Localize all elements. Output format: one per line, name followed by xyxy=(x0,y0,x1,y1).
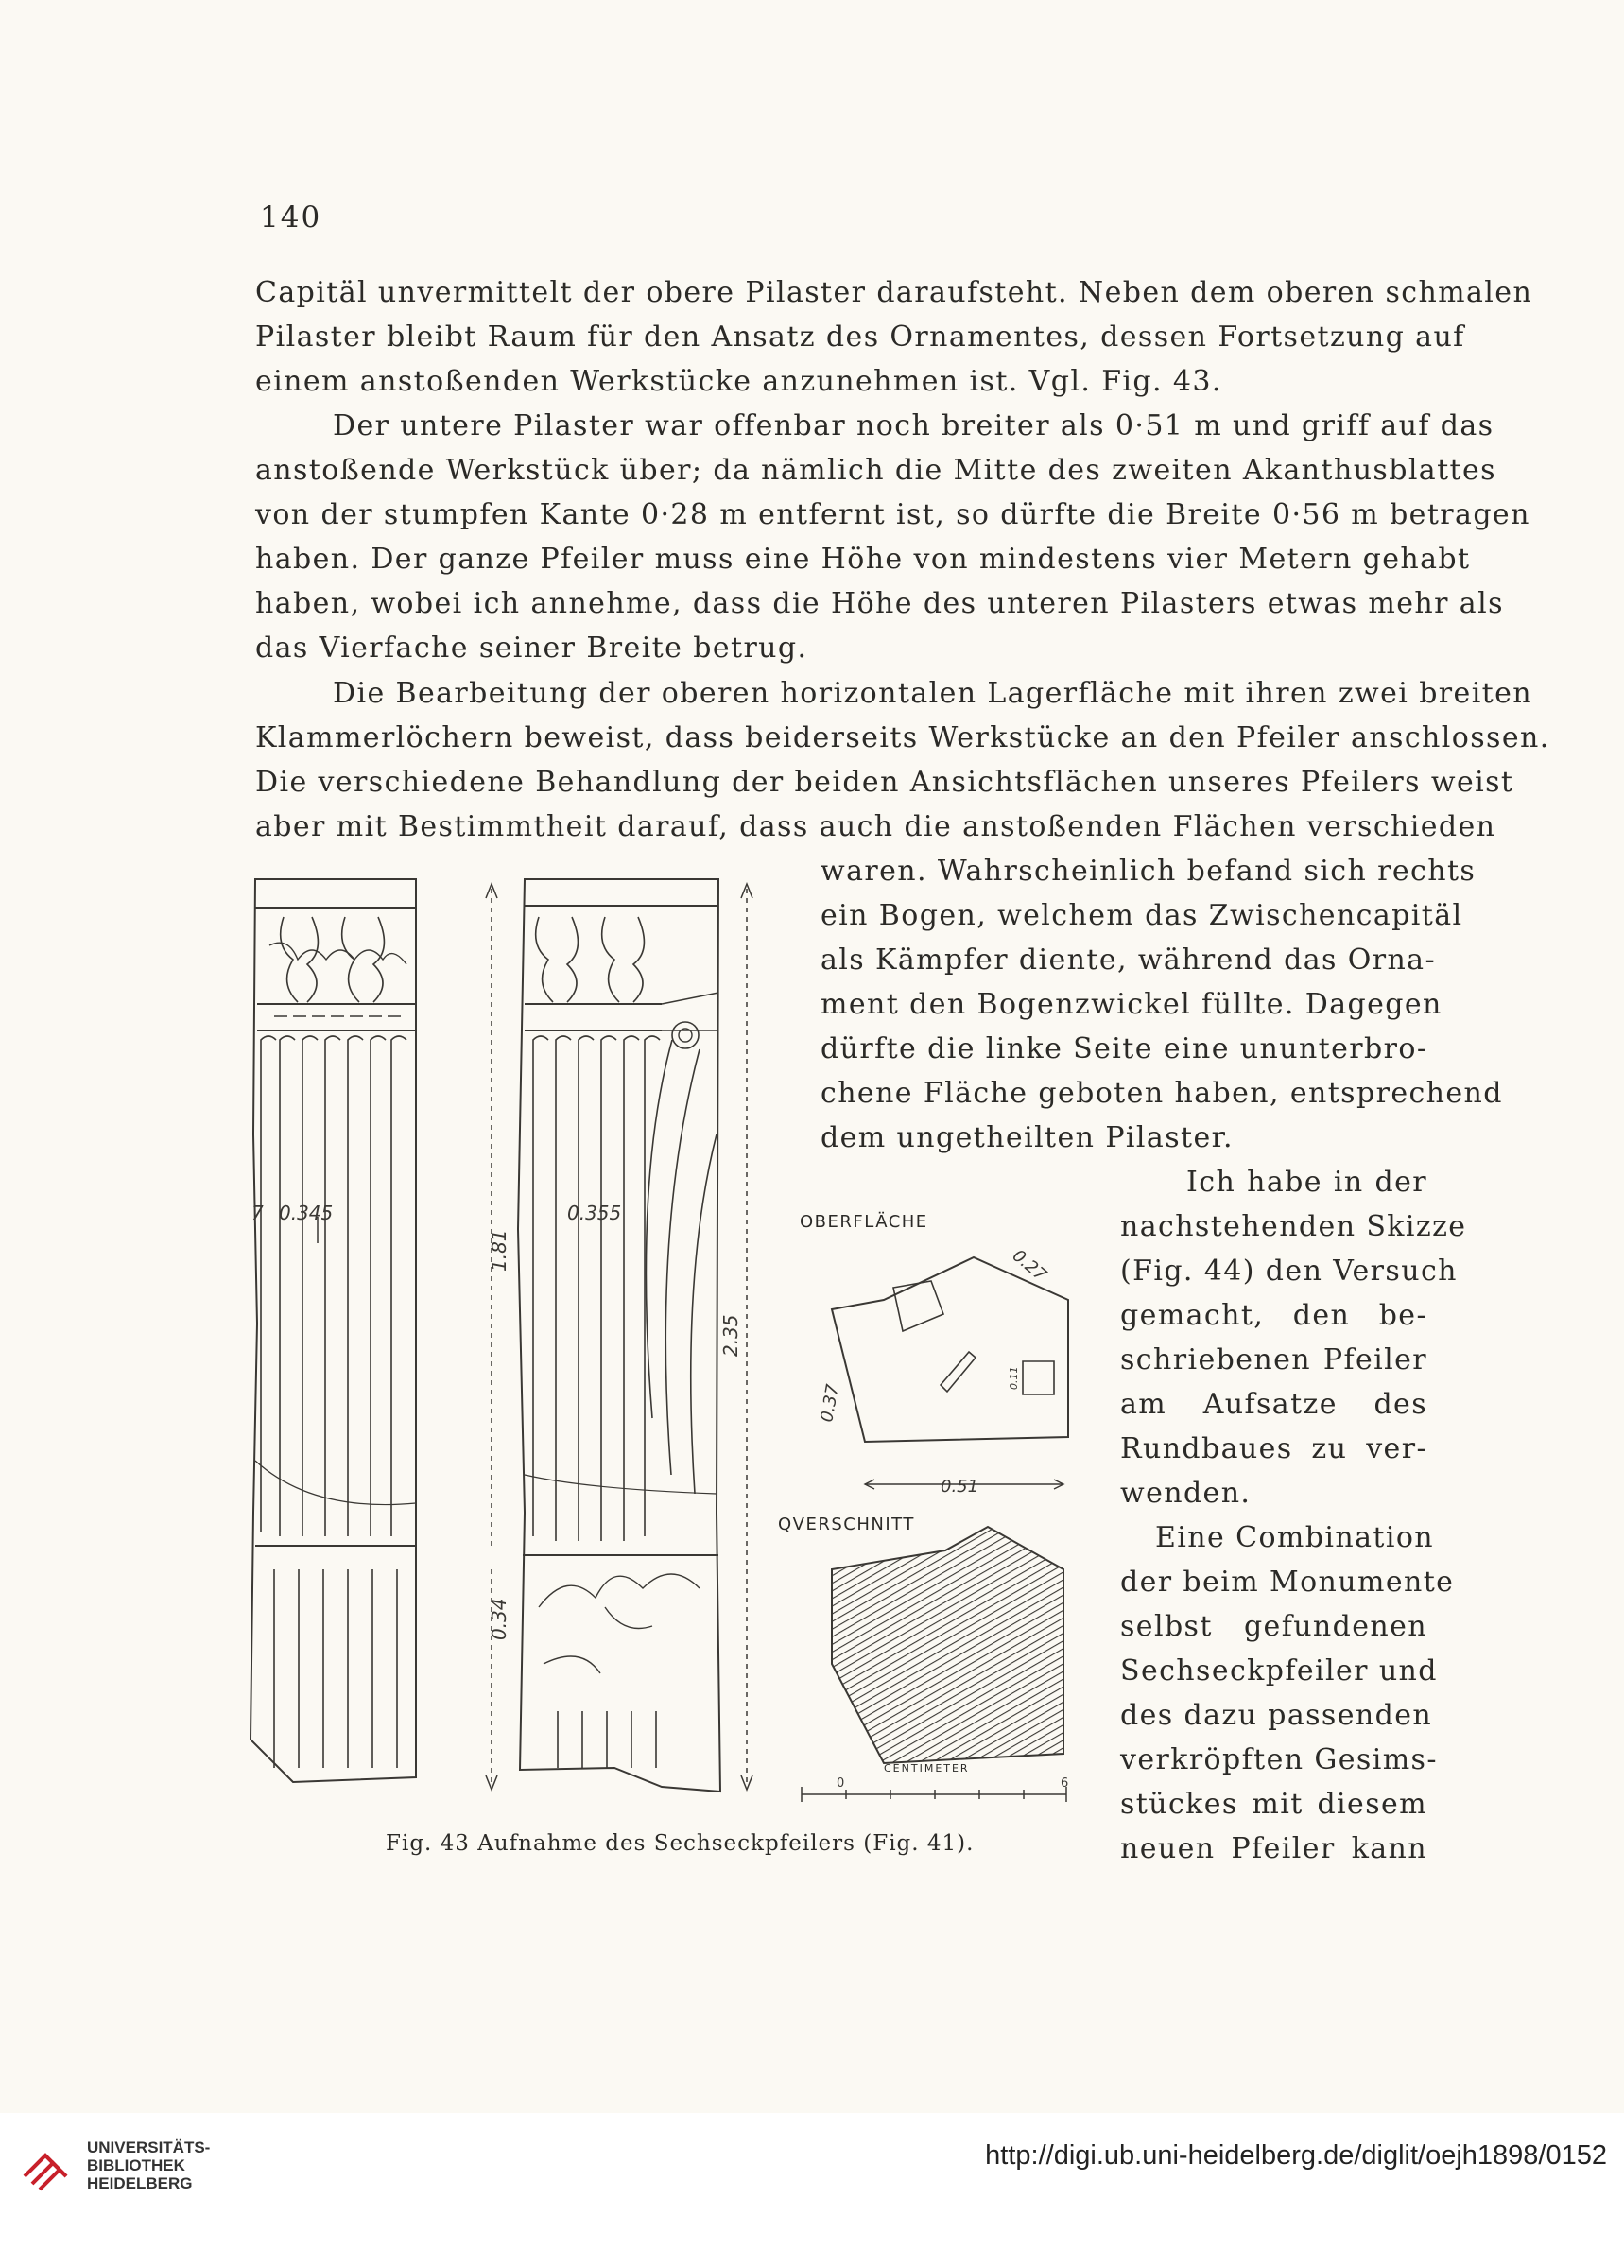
plan-top-surface xyxy=(832,1257,1068,1489)
text-line: einem anstoßenden Werkstücke anzunehmen ist. Vgl. Fig. 43. xyxy=(255,365,1222,398)
text-line: Sechseckpfeiler und xyxy=(1120,1654,1438,1688)
library-name: UNIVERSITÄTS- BIBLIOTHEK HEIDELBERG xyxy=(87,2138,211,2192)
text-line: des dazu passenden xyxy=(1120,1699,1433,1732)
text-line: haben, wobei ich annehme, dass die Höhe des unteren Pilasters etwas mehr als xyxy=(255,587,1504,620)
dim-bottom-051: 0.51 xyxy=(941,1477,979,1497)
text-line: stückes mit diesem xyxy=(1120,1788,1427,1821)
dim-height-total: 2.35 xyxy=(719,1314,742,1357)
text-line: Klammerlöchern beweist, dass beiderseits Werkstücke an den Pfeiler anschlossen. xyxy=(255,721,1550,754)
scale-end: 6 xyxy=(1061,1776,1069,1791)
source-url[interactable]: http://digi.ub.uni-heidelberg.de/diglit/oejh1898/0152 xyxy=(985,2140,1607,2171)
text-line: aber mit Bestimmtheit darauf, dass auch die anstoßenden Flächen verschieden xyxy=(255,810,1496,843)
figure-caption: Fig. 43 Aufnahme des Sechseckpfeilers (Fig. 41). xyxy=(386,1831,975,1856)
right-pilaster-flutes xyxy=(525,1036,717,1768)
text-line: von der stumpfen Kante 0·28 m entfernt ist, so dürfte die Breite 0·56 m betragen xyxy=(255,498,1530,531)
dim-top-027: 0.27 xyxy=(1008,1245,1050,1286)
text-line: haben. Der ganze Pfeiler muss eine Höhe von mindestens vier Metern gehabt xyxy=(255,543,1471,576)
footer-bar xyxy=(0,2113,1624,2268)
text-line: dem ungetheilten Pilaster. xyxy=(821,1121,1234,1154)
text-line: Die Bearbeitung der oberen horizontalen Lagerfläche mit ihren zwei breiten xyxy=(333,677,1533,710)
library-logo-icon xyxy=(17,2135,76,2193)
cross-section-hatched xyxy=(832,1527,1063,1763)
text-line: (Fig. 44) den Versuch xyxy=(1120,1255,1458,1288)
text-line: Pilaster bleibt Raum für den Ansatz des Ornamentes, dessen Fortsetzung auf xyxy=(255,320,1465,354)
text-line: Rundbaues zu ver- xyxy=(1120,1432,1427,1465)
text-line: nachstehenden Skizze xyxy=(1120,1210,1467,1243)
text-line: Capitäl unvermittelt der obere Pilaster daraufsteht. Neben dem oberen schmalen xyxy=(255,276,1533,309)
text-line: als Kämpfer diente, während das Orna- xyxy=(821,944,1436,977)
text-line: der beim Monumente xyxy=(1120,1566,1455,1599)
text-line: Der untere Pilaster war offenbar noch breiter als 0·51 m und griff auf das xyxy=(333,409,1494,442)
dim-hole: 0.11 xyxy=(1008,1366,1020,1390)
dim-width-right: 0.355 xyxy=(567,1202,622,1224)
page-number: 140 xyxy=(260,200,322,234)
text-line: am Aufsatze des xyxy=(1120,1388,1427,1421)
text-line: neuen Pfeiler kann xyxy=(1120,1832,1427,1865)
text-line: selbst gefundenen xyxy=(1120,1610,1427,1643)
text-line: Eine Combination xyxy=(1155,1521,1435,1554)
text-line: gemacht, den be- xyxy=(1120,1299,1427,1332)
label-centimeter: CENTIMETER xyxy=(884,1762,970,1775)
dim-height-lower: 0.34 xyxy=(488,1598,510,1640)
text-line: Ich habe in der xyxy=(1186,1166,1427,1199)
text-line: verkröpften Gesims- xyxy=(1120,1743,1438,1776)
text-line: chene Fläche geboten haben, entsprechend xyxy=(821,1077,1503,1110)
text-line: anstoßende Werkstück über; da nämlich die Mitte des zweiten Akanthusblattes xyxy=(255,454,1496,487)
text-line: schriebenen Pfeiler xyxy=(1120,1343,1427,1376)
text-line: das Vierfache seiner Breite betrug. xyxy=(255,632,808,665)
left-pilaster-flutes xyxy=(255,1036,416,1768)
label-querschnitt: QVERSCHNITT xyxy=(778,1515,915,1534)
text-line: wenden. xyxy=(1120,1477,1252,1510)
dim-side-037: 0.37 xyxy=(817,1382,843,1424)
text-line: waren. Wahrscheinlich befand sich rechts xyxy=(821,855,1477,888)
dim-height-upper: 1.81 xyxy=(488,1229,510,1272)
text-line: ment den Bogenzwickel füllte. Dagegen xyxy=(821,988,1443,1021)
text-line: ein Bogen, welchem das Zwischencapitäl xyxy=(821,899,1463,932)
text-line: Die verschiedene Behandlung der beiden Ansichtsflächen unseres Pfeilers weist xyxy=(255,766,1514,799)
dim-mark-7: 7 xyxy=(251,1202,264,1224)
scale-start: 0 xyxy=(837,1776,845,1791)
text-line: dürfte die linke Seite eine ununterbro- xyxy=(821,1032,1428,1065)
dim-width-left: 0.345 xyxy=(279,1202,334,1224)
right-pilaster-elevation xyxy=(518,879,720,1792)
label-oberflaeche: OBERFLÄCHE xyxy=(800,1212,928,1232)
